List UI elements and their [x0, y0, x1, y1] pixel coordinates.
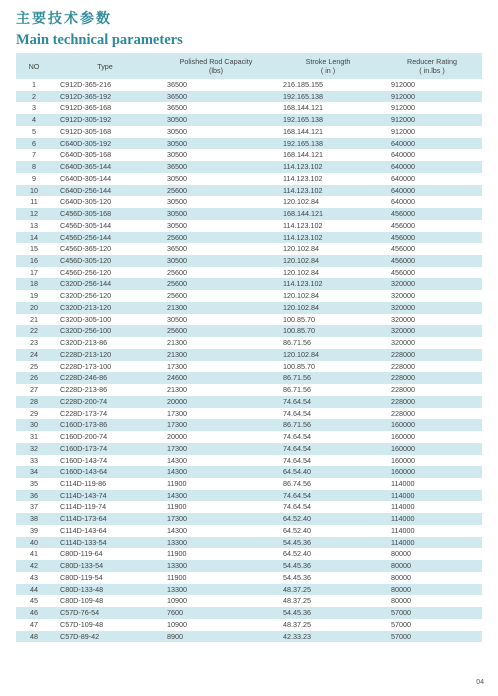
cell-stroke: 114.123.102 — [274, 278, 382, 290]
cell-capacity: 25600 — [167, 291, 187, 301]
table-row — [16, 325, 482, 337]
cell-no: 38 — [16, 513, 52, 525]
cell-stroke: 120.102.84 — [283, 197, 319, 207]
cell-stroke: 48.37.25 — [283, 619, 311, 629]
table-row — [16, 478, 482, 490]
cell-no: 31 — [30, 432, 38, 442]
cell-no: 16 — [16, 255, 52, 267]
cell-reducer: 640000 — [391, 197, 415, 207]
cell-no: 13 — [30, 220, 38, 230]
cell-no: 47 — [30, 619, 38, 629]
cell-type: C320D-305-100 — [60, 314, 112, 324]
table-row — [16, 619, 482, 631]
table-row — [16, 126, 482, 138]
table-row — [16, 595, 482, 607]
cell-stroke: 74.64.54 — [283, 408, 311, 418]
column-header-no: NO — [16, 53, 52, 79]
cell-no: 17 — [30, 267, 38, 277]
cell-type: C456D-305-168 — [52, 208, 158, 220]
table-row — [16, 537, 482, 549]
cell-reducer: 160000 — [382, 443, 482, 455]
cell-reducer: 456000 — [382, 208, 482, 220]
cell-stroke: 114.123.102 — [283, 173, 323, 183]
cell-reducer: 114000 — [391, 502, 415, 512]
cell-no: 4 — [16, 114, 52, 126]
table-row — [16, 138, 482, 150]
cell-stroke: 48.37.25 — [283, 596, 311, 606]
cell-no: 3 — [32, 103, 36, 113]
cell-stroke: 74.64.54 — [283, 502, 311, 512]
cell-type: C114D-143-74 — [52, 490, 158, 502]
cell-capacity: 36500 — [158, 91, 274, 103]
table-row — [16, 79, 482, 91]
cell-reducer: 80000 — [382, 560, 482, 572]
cell-type: C640D-365-144 — [52, 161, 158, 173]
cell-no: 30 — [16, 419, 52, 431]
cell-no: 42 — [16, 560, 52, 572]
cell-reducer: 456000 — [382, 255, 482, 267]
cell-no: 10 — [16, 185, 52, 197]
cell-no: 40 — [16, 537, 52, 549]
table-row — [16, 91, 482, 103]
cell-no: 46 — [16, 607, 52, 619]
cell-no: 21 — [30, 314, 38, 324]
cell-type: C57D-76-54 — [52, 607, 158, 619]
column-header-stroke: Stroke Length ( in ) — [274, 53, 382, 79]
cell-reducer: 80000 — [391, 572, 411, 582]
cell-no: 32 — [16, 443, 52, 455]
cell-type: C320D-256-100 — [52, 325, 158, 337]
cell-reducer: 320000 — [391, 338, 415, 348]
cell-no: 14 — [16, 232, 52, 244]
cell-no: 7 — [32, 150, 36, 160]
cell-reducer: 640000 — [382, 185, 482, 197]
table-row — [16, 396, 482, 408]
page-title: Main technical parameters — [16, 32, 183, 48]
cell-type: C912D-365-216 — [60, 80, 112, 89]
cell-no: 20 — [16, 302, 52, 314]
cell-type: C80D-133-54 — [52, 560, 158, 572]
cell-type: C80D-109-48 — [60, 596, 104, 606]
table-row — [16, 384, 482, 396]
cell-type: C80D-119-54 — [60, 572, 103, 582]
column-header-reducer: Reducer Rating ( in.lbs ) — [382, 53, 482, 79]
cell-reducer: 320000 — [391, 291, 415, 301]
cell-type: C228D-200-74 — [52, 396, 158, 408]
cell-reducer: 320000 — [391, 314, 415, 324]
cell-stroke: 64.52.40 — [283, 525, 311, 535]
cell-stroke: 168.144.121 — [283, 150, 323, 160]
table-row — [16, 466, 482, 478]
cell-no: 6 — [16, 138, 52, 150]
table-row — [16, 114, 482, 126]
table-row — [16, 196, 482, 208]
cell-reducer: 320000 — [382, 325, 482, 337]
cell-no: 45 — [30, 596, 38, 606]
table-row — [16, 337, 482, 349]
cell-stroke: 42.33.23 — [274, 631, 382, 643]
cell-no: 41 — [30, 549, 38, 559]
cell-stroke: 114.123.102 — [274, 185, 382, 197]
cell-reducer: 912000 — [382, 114, 482, 126]
cell-stroke: 86.71.56 — [274, 419, 382, 431]
cell-type: C160D-143-64 — [52, 466, 158, 478]
table-row — [16, 607, 482, 619]
cell-no: 34 — [16, 466, 52, 478]
cell-capacity: 30500 — [167, 126, 187, 136]
cell-reducer: 160000 — [391, 432, 415, 442]
cell-type: C114D-133-54 — [52, 537, 158, 549]
cell-capacity: 21300 — [167, 385, 187, 395]
cell-reducer: 160000 — [382, 466, 482, 478]
cell-type: C320D-256-120 — [60, 291, 112, 301]
cell-no: 37 — [30, 502, 38, 512]
cell-capacity: 17300 — [167, 408, 187, 418]
cell-capacity: 30500 — [158, 255, 274, 267]
cell-reducer: 114000 — [382, 537, 482, 549]
table-row — [16, 208, 482, 220]
cell-no: 1 — [32, 80, 36, 89]
table-row — [16, 443, 482, 455]
table-row — [16, 314, 482, 326]
cell-capacity: 36500 — [158, 161, 274, 173]
cell-capacity: 21300 — [167, 338, 187, 348]
table-row — [16, 302, 482, 314]
column-header-type: Type — [52, 53, 158, 79]
cell-type: C160D-173-74 — [52, 443, 158, 455]
cell-no: 11 — [30, 197, 38, 207]
cell-reducer: 228000 — [391, 361, 415, 371]
cell-capacity: 17300 — [158, 419, 274, 431]
cell-stroke: 86.71.56 — [274, 372, 382, 384]
cell-no: 27 — [30, 385, 38, 395]
cell-stroke: 86.71.56 — [283, 385, 311, 395]
cell-stroke: 54.45.36 — [274, 607, 382, 619]
cell-capacity: 25600 — [158, 278, 274, 290]
cell-reducer: 57000 — [382, 631, 482, 643]
cell-capacity: 11900 — [167, 572, 187, 582]
cell-type: C160D-143-74 — [60, 455, 108, 465]
table-row — [16, 185, 482, 197]
cell-capacity: 30500 — [167, 173, 187, 183]
table-row — [16, 501, 482, 513]
cell-reducer: 228000 — [382, 372, 482, 384]
cell-capacity: 30500 — [158, 138, 274, 150]
cell-no: 2 — [16, 91, 52, 103]
cell-stroke: 86.71.56 — [283, 338, 311, 348]
cell-reducer: 57000 — [382, 607, 482, 619]
page-number: 04 — [476, 679, 484, 686]
cell-capacity: 10900 — [167, 596, 187, 606]
cell-no: 23 — [30, 338, 38, 348]
cell-capacity: 14300 — [167, 455, 187, 465]
cell-stroke: 54.45.36 — [274, 537, 382, 549]
cell-type: C640D-305-144 — [60, 173, 112, 183]
cell-capacity: 30500 — [167, 220, 187, 230]
cell-stroke: 120.102.84 — [274, 349, 382, 361]
cell-type: C114D-119-86 — [60, 478, 107, 488]
cell-no: 39 — [30, 525, 38, 535]
cell-no: 48 — [16, 631, 52, 643]
table-row — [16, 490, 482, 502]
table-row — [16, 102, 482, 114]
cell-stroke: 120.102.84 — [274, 255, 382, 267]
cell-reducer: 160000 — [382, 419, 482, 431]
cell-no: 18 — [16, 278, 52, 290]
cell-type: C80D-119-64 — [60, 549, 103, 559]
cell-stroke: 48.37.25 — [274, 584, 382, 596]
cell-capacity: 11900 — [167, 502, 187, 512]
cell-type: C80D-133-48 — [52, 584, 158, 596]
cell-capacity: 11900 — [167, 549, 187, 559]
cell-reducer: 114000 — [391, 525, 415, 535]
cell-type: C456D-256-144 — [52, 232, 158, 244]
table-row — [16, 513, 482, 525]
cell-stroke: 64.52.40 — [274, 513, 382, 525]
cell-stroke: 120.102.84 — [283, 244, 319, 254]
cell-type: C456D-365-120 — [60, 244, 112, 254]
cell-reducer: 114000 — [382, 513, 482, 525]
table-row — [16, 220, 482, 232]
cell-type: C320D-256-144 — [52, 278, 158, 290]
cell-capacity: 25600 — [158, 325, 274, 337]
cell-capacity: 13300 — [158, 584, 274, 596]
cell-type: C228D-173-100 — [60, 361, 112, 371]
cell-no: 19 — [30, 291, 38, 301]
table-row — [16, 255, 482, 267]
cell-capacity: 8900 — [158, 631, 274, 643]
cell-no: 26 — [16, 372, 52, 384]
cell-stroke: 54.45.36 — [274, 560, 382, 572]
column-header-capacity: Polished Rod Capacity (lbs) — [158, 53, 274, 79]
cell-type: C228D-213-120 — [52, 349, 158, 361]
cell-type: C320D-213-86 — [60, 338, 108, 348]
cell-no: 35 — [30, 478, 38, 488]
cell-stroke: 192.165.138 — [274, 138, 382, 150]
cell-type: C114D-173-64 — [52, 513, 158, 525]
cell-capacity: 17300 — [158, 513, 274, 525]
cell-capacity: 36500 — [167, 103, 187, 113]
cell-stroke: 86.74.56 — [283, 478, 311, 488]
table-row — [16, 548, 482, 560]
cell-reducer: 456000 — [391, 220, 415, 230]
table-row — [16, 232, 482, 244]
cell-capacity: 7600 — [158, 607, 274, 619]
cell-type: C320D-213-120 — [52, 302, 158, 314]
table-header-row — [16, 53, 482, 79]
cell-reducer: 640000 — [391, 150, 415, 160]
cell-stroke: 74.64.54 — [274, 396, 382, 408]
technical-parameters-table — [16, 53, 482, 642]
table-row — [16, 349, 482, 361]
cell-capacity: 30500 — [158, 208, 274, 220]
cell-no: 36 — [16, 490, 52, 502]
table-row — [16, 455, 482, 467]
cell-capacity: 30500 — [167, 197, 187, 207]
cell-reducer: 456000 — [391, 267, 415, 277]
cell-type: C114D-143-64 — [60, 525, 107, 535]
cell-no: 22 — [16, 325, 52, 337]
cell-stroke: 100.85.70 — [283, 314, 315, 324]
cell-stroke: 74.64.54 — [274, 490, 382, 502]
cell-capacity: 10900 — [167, 619, 187, 629]
cell-stroke: 100.85.70 — [274, 325, 382, 337]
table-row — [16, 431, 482, 443]
cell-reducer: 640000 — [382, 138, 482, 150]
cell-capacity: 21300 — [158, 302, 274, 314]
cell-stroke: 100.85.70 — [283, 361, 315, 371]
cell-stroke: 74.64.54 — [274, 443, 382, 455]
table-row — [16, 408, 482, 420]
cell-type: C456D-305-120 — [52, 255, 158, 267]
cell-type: C640D-305-192 — [52, 138, 158, 150]
cell-reducer: 80000 — [391, 549, 411, 559]
cell-no: 33 — [30, 455, 38, 465]
cell-type: C640D-305-120 — [60, 197, 112, 207]
cell-no: 25 — [30, 361, 38, 371]
cell-type: C228D-173-74 — [60, 408, 108, 418]
cell-stroke: 54.45.36 — [283, 572, 311, 582]
cell-reducer: 456000 — [382, 232, 482, 244]
cell-capacity: 14300 — [167, 525, 187, 535]
cell-no: 12 — [16, 208, 52, 220]
cell-capacity: 25600 — [167, 267, 187, 277]
cell-capacity: 21300 — [158, 349, 274, 361]
cell-reducer: 640000 — [382, 161, 482, 173]
table-row — [16, 584, 482, 596]
cell-no: 44 — [16, 584, 52, 596]
table-row — [16, 525, 482, 537]
cell-no: 28 — [16, 396, 52, 408]
cell-no: 29 — [30, 408, 38, 418]
cell-reducer: 114000 — [391, 478, 415, 488]
cell-reducer: 228000 — [382, 349, 482, 361]
cell-type: C57D-89-42 — [52, 631, 158, 643]
table-row — [16, 372, 482, 384]
table-row — [16, 560, 482, 572]
cell-stroke: 120.102.84 — [274, 302, 382, 314]
cell-no: 15 — [30, 244, 38, 254]
cell-reducer: 80000 — [382, 584, 482, 596]
cell-stroke: 168.144.121 — [283, 103, 323, 113]
cell-capacity: 14300 — [158, 466, 274, 478]
cell-capacity: 17300 — [167, 361, 187, 371]
cell-stroke: 114.123.102 — [274, 232, 382, 244]
table-row — [16, 631, 482, 643]
cell-type: C640D-305-168 — [60, 150, 112, 160]
cell-reducer: 57000 — [391, 619, 411, 629]
table-row — [16, 290, 482, 302]
cell-type: C456D-256-120 — [60, 267, 112, 277]
cell-type: C160D-173-86 — [52, 419, 158, 431]
cell-type: C228D-213-86 — [60, 385, 108, 395]
cell-type: C640D-256-144 — [52, 185, 158, 197]
cell-reducer: 228000 — [391, 385, 415, 395]
cell-reducer: 912000 — [391, 80, 415, 89]
cell-reducer: 228000 — [391, 408, 415, 418]
cell-type: C456D-305-144 — [60, 220, 112, 230]
table-row — [16, 161, 482, 173]
cell-type: C912D-305-192 — [52, 114, 158, 126]
cell-no: 9 — [32, 173, 36, 183]
cell-type: C912D-365-168 — [60, 103, 112, 113]
cell-stroke: 192.165.138 — [274, 91, 382, 103]
table-row — [16, 149, 482, 161]
cell-capacity: 20000 — [167, 432, 187, 442]
table-row — [16, 267, 482, 279]
cell-stroke: 114.123.102 — [283, 220, 323, 230]
cell-reducer: 912000 — [391, 103, 415, 113]
table-row — [16, 419, 482, 431]
table-row — [16, 173, 482, 185]
cell-reducer: 912000 — [391, 126, 415, 136]
cell-type: C228D-246-86 — [52, 372, 158, 384]
table-row — [16, 572, 482, 584]
cell-type: C57D-109-48 — [60, 619, 104, 629]
cell-capacity: 25600 — [158, 232, 274, 244]
cell-stroke: 74.64.54 — [283, 432, 311, 442]
cell-stroke: 168.144.121 — [274, 208, 382, 220]
cell-capacity: 13300 — [158, 537, 274, 549]
cell-no: 43 — [30, 572, 38, 582]
cell-stroke: 74.64.54 — [283, 455, 311, 465]
cell-capacity: 20000 — [158, 396, 274, 408]
cell-stroke: 64.54.40 — [274, 466, 382, 478]
cell-reducer: 160000 — [391, 455, 415, 465]
cell-type: C160D-200-74 — [60, 432, 108, 442]
cell-reducer: 228000 — [382, 396, 482, 408]
cell-capacity: 17300 — [158, 443, 274, 455]
cell-capacity: 25600 — [158, 185, 274, 197]
cell-stroke: 64.52.40 — [283, 549, 311, 559]
cell-no: 8 — [16, 161, 52, 173]
cell-capacity: 13300 — [158, 560, 274, 572]
cell-stroke: 168.144.121 — [283, 126, 323, 136]
page-title-chinese: 主要技术参数 — [16, 11, 112, 27]
cell-capacity: 24600 — [158, 372, 274, 384]
cell-no: 24 — [16, 349, 52, 361]
cell-capacity: 30500 — [158, 114, 274, 126]
cell-reducer: 114000 — [382, 490, 482, 502]
cell-stroke: 120.102.84 — [283, 267, 319, 277]
cell-capacity: 30500 — [167, 314, 187, 324]
cell-stroke: 216.185.155 — [283, 80, 323, 89]
cell-reducer: 320000 — [382, 278, 482, 290]
cell-capacity: 14300 — [158, 490, 274, 502]
cell-capacity: 36500 — [167, 80, 187, 89]
table-row — [16, 243, 482, 255]
cell-capacity: 30500 — [167, 150, 187, 160]
cell-reducer: 912000 — [382, 91, 482, 103]
cell-type: C912D-365-192 — [52, 91, 158, 103]
cell-stroke: 114.123.102 — [274, 161, 382, 173]
table-row — [16, 278, 482, 290]
cell-no: 5 — [32, 126, 36, 136]
cell-reducer: 80000 — [391, 596, 411, 606]
cell-reducer: 456000 — [391, 244, 415, 254]
cell-reducer: 320000 — [382, 302, 482, 314]
cell-stroke: 192.165.138 — [274, 114, 382, 126]
cell-type: C912D-305-168 — [60, 126, 112, 136]
cell-type: C114D-119-74 — [60, 502, 107, 512]
cell-capacity: 11900 — [167, 478, 187, 488]
cell-stroke: 120.102.84 — [283, 291, 319, 301]
cell-reducer: 640000 — [391, 173, 415, 183]
cell-capacity: 36500 — [167, 244, 187, 254]
table-row — [16, 361, 482, 373]
